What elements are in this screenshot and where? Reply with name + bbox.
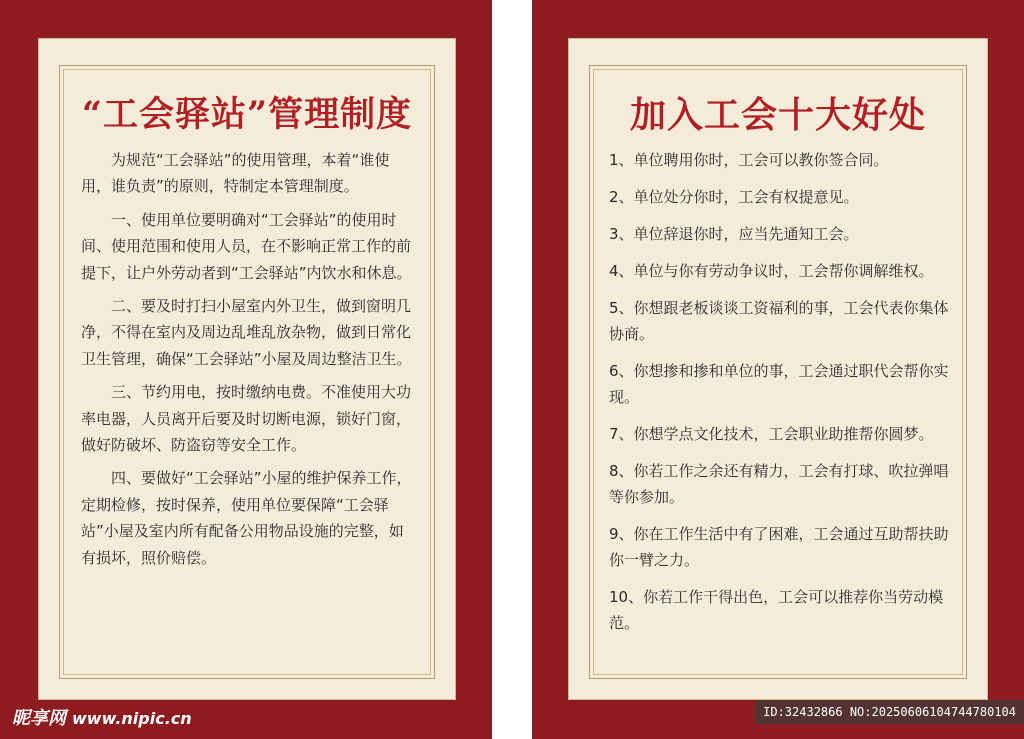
right-poster	[532, 0, 1024, 739]
benefit-item: 2、单位处分你时，工会有权提意见。	[609, 188, 859, 206]
benefit-item: 9、你在工作生活中有了困难，工会通过互助帮扶助你一臂之力。	[609, 525, 949, 569]
benefit-item: 6、你想掺和掺和单位的事，工会通过职代会帮你实现。	[609, 362, 949, 406]
benefit-item: 1、单位聘用你时，工会可以教你签合同。	[609, 151, 889, 169]
benefit-item: 3、单位辞退你时，应当先通知工会。	[609, 225, 859, 243]
benefit-item: 10、你若工作干得出色，工会可以推荐你当劳动模范。	[609, 588, 944, 632]
left-paragraph: 四、要做好“工会驿站”小屋的维护保养工作，定期检修，按时保养，使用单位要保障“工会驿站”小屋及室内所有配备公用物品设施的完整，如有损坏，照价赔偿。	[81, 469, 412, 567]
benefit-item: 4、单位与你有劳动争议时，工会帮你调解维权。	[609, 262, 934, 280]
left-poster	[0, 0, 492, 739]
watermark-url: www.nipic.cn	[72, 709, 192, 728]
left-card	[38, 38, 456, 700]
left-title: “工会驿站”管理制度	[81, 94, 413, 135]
watermark-id: ID:32432866 NO:20250606104744780104	[755, 700, 1024, 724]
right-card	[568, 38, 988, 700]
benefit-item: 8、你若工作之余还有精力，工会有打球、吹拉弹唱等你参加。	[609, 462, 949, 506]
watermark-brand-name: 昵享网	[12, 708, 66, 729]
right-title: 加入工会十大好处	[629, 94, 926, 136]
benefit-item: 5、你想跟老板谈谈工资福利的事，工会代表你集体协商。	[609, 299, 949, 343]
left-paragraph: 二、要及时打扫小屋室内外卫生，做到窗明几净，不得在室内及周边乱堆乱放杂物，做到日常化卫生管理，确保“工会驿站”小屋及周边整洁卫生。	[81, 297, 412, 368]
right-body	[609, 147, 957, 647]
left-paragraph: 三、节约用电，按时缴纳电费。不准使用大功率电器，人员离开后要及时切断电源，锁好门窗，做好防破坏、防盗窃等安全工作。	[81, 383, 412, 455]
benefit-item: 7、你想学点文化技术，工会职业助推帮你圆梦。	[609, 425, 934, 443]
left-paragraph: 一、使用单位要明确对“工会驿站”的使用时间、使用范围和使用人员，在不影响正常工作的前提下，让户外劳动者到“工会驿站”内饮水和休息。	[81, 210, 412, 282]
watermark-brand	[12, 704, 192, 730]
left-body	[81, 147, 417, 578]
left-paragraph: 为规范“工会驿站”的使用管理，本着“谁使用，谁负责”的原则，特制定本管理制度。	[81, 151, 390, 196]
